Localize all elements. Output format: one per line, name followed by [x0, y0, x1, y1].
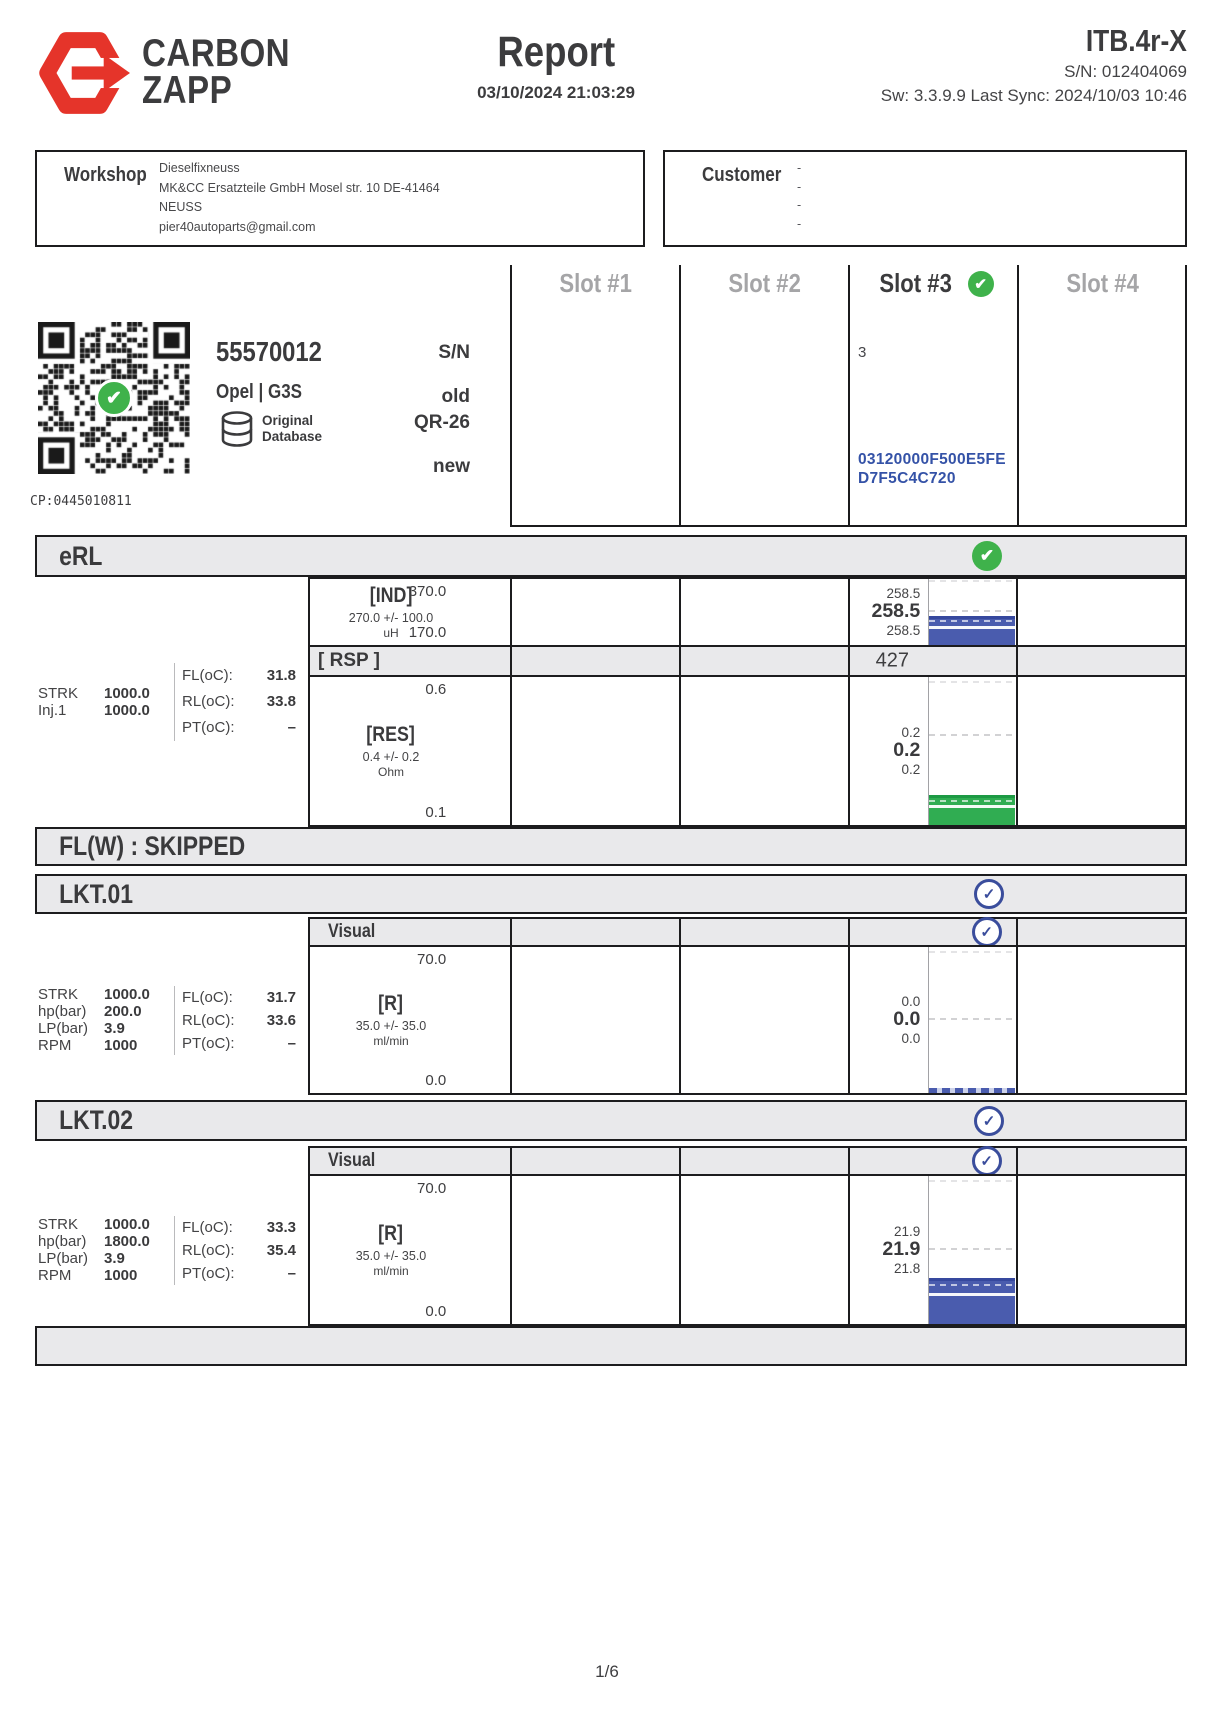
test-spec-cell	[310, 677, 512, 825]
slot3-header: Slot #3 ✔	[849, 268, 1018, 299]
slot4-cell	[1018, 677, 1185, 825]
qr-valid-check-icon: ✔	[95, 379, 133, 417]
visual-label: Visual	[328, 1150, 376, 1171]
test-spec-cell	[310, 579, 512, 645]
measured-values: 21.9 21.9 21.8	[882, 1223, 921, 1276]
lkt01-visual-row	[308, 917, 1187, 947]
workshop-box	[35, 150, 645, 247]
customer-box	[663, 150, 1187, 247]
test-unit: Ohm	[377, 765, 404, 779]
slot2-header: Slot #2	[728, 268, 801, 298]
field-label-sn: S/N	[438, 342, 470, 363]
slot1-cell	[512, 1148, 681, 1174]
page-number: 1/6	[595, 1662, 619, 1681]
customer-line: -	[797, 216, 802, 231]
test-nominal: 35.0 +/- 35.0	[355, 1249, 427, 1263]
test-nominal: 0.4 +/- 0.2	[362, 750, 420, 764]
erl-pass-check-icon: ✔	[972, 541, 1002, 571]
database-label: Original Database	[262, 413, 323, 444]
slot4-cell	[1018, 1148, 1185, 1174]
slot3-cell	[850, 677, 1019, 825]
customer-label: Customer	[702, 164, 782, 186]
test-spec-cell	[310, 947, 512, 1093]
customer-line: -	[797, 198, 802, 212]
test-name: [R]	[378, 992, 404, 1015]
section-erl-header	[35, 535, 1187, 577]
workshop-email: pier40autoparts@gmail.com	[159, 219, 316, 234]
slot3-cell	[850, 1148, 1019, 1174]
section-title: LKT.01	[59, 878, 134, 909]
test-name: [IND]	[369, 584, 413, 607]
injector-part-number: 55570012	[216, 336, 322, 367]
section-flw-header	[35, 827, 1187, 866]
slot2-cell	[681, 947, 850, 1093]
test-unit: uH	[383, 626, 399, 640]
slot4-cell	[1018, 1176, 1185, 1324]
slot1-cell	[512, 677, 681, 825]
customer-line: -	[797, 179, 802, 194]
brand-wordmark	[142, 32, 291, 112]
section-title: FL(W) : SKIPPED	[59, 831, 246, 861]
slot-divider	[510, 265, 512, 527]
section-lkt02-header	[35, 1100, 1187, 1141]
slot3-cell	[850, 919, 1019, 945]
slot2-cell	[681, 677, 850, 825]
limit-high: 370.0	[408, 583, 447, 600]
slot1-cell	[512, 579, 681, 645]
slot4-cell	[1018, 947, 1185, 1093]
limit-high: 0.6	[425, 681, 447, 698]
slot-divider	[1185, 265, 1187, 527]
test-nominal: 35.0 +/- 35.0	[355, 1019, 427, 1033]
device-model: ITB.4r-X	[1085, 23, 1187, 58]
slot3-cell	[850, 947, 1019, 1093]
lkt02-test-conditions: STRK 1000.0 hp(bar) 1800.0 LP(bar) 3.9 RPM 1000 FL(oC): 33.3 RL(oC): 35.4 PT(oC): –	[35, 1176, 308, 1324]
erl-test-conditions: STRK 1000.0 Inj.1 1000.0 FL(oC): 31.8 RL(oC): 33.8 PT(oC): –	[35, 579, 308, 825]
cp-code: CP:0445010811	[30, 494, 132, 509]
measurement-gauge	[928, 947, 1015, 1093]
slot3-injector-count: 3	[858, 344, 867, 361]
slot4-cell	[1018, 647, 1185, 675]
report-title: Report	[497, 28, 615, 76]
slot1-cell	[512, 919, 681, 945]
erl-rsp-row	[308, 645, 1187, 677]
limit-low: 0.0	[425, 1072, 447, 1089]
test-name: [R]	[378, 1222, 404, 1245]
visual-pass-check-icon: ✓	[972, 1146, 1002, 1176]
measurement-gauge	[928, 579, 1015, 645]
test-unit: ml/min	[373, 1264, 409, 1278]
section-title: LKT.02	[59, 1105, 134, 1135]
lkt01-r-row	[308, 945, 1187, 1095]
lkt02-pass-check-icon: ✓	[974, 1106, 1004, 1136]
measured-values: 258.5 258.5 258.5	[871, 585, 921, 638]
slot1-cell	[512, 947, 681, 1093]
qr-code-block	[38, 322, 190, 474]
slot-divider	[848, 265, 850, 527]
slot3-injector-code: 03120000F500E5FE D7F5C4C720	[858, 451, 1006, 487]
test-name: [ RSP ]	[318, 650, 380, 671]
field-label-new: new	[433, 456, 470, 477]
section-title: eRL	[59, 540, 103, 571]
slot-table-bottom-border	[510, 525, 1187, 527]
measurement-gauge	[928, 1176, 1015, 1324]
section-end-bar	[35, 1326, 1187, 1366]
slot2-cell	[681, 647, 850, 675]
slot2-cell	[681, 1148, 850, 1174]
slot3-cell	[850, 1176, 1019, 1324]
slot1-cell	[512, 647, 681, 675]
limit-low: 170.0	[408, 624, 447, 641]
slot1-cell	[512, 1176, 681, 1324]
database-icon	[219, 410, 255, 450]
limit-low: 0.1	[425, 804, 447, 821]
test-spec-cell	[310, 1176, 512, 1324]
limit-high: 70.0	[417, 951, 447, 968]
measured-values: 0.0 0.0 0.0	[893, 993, 921, 1046]
slot-divider	[679, 265, 681, 527]
device-sync-info: Sw: 3.3.9.9 Last Sync: 2024/10/03 10:46	[880, 86, 1187, 106]
carbon-zapp-logo-icon	[36, 26, 130, 120]
brand-line2: ZAPP	[142, 68, 233, 112]
workshop-name: Dieselfixneuss	[159, 161, 240, 175]
section-lkt01-header	[35, 874, 1187, 914]
measured-values: 0.2 0.2 0.2	[893, 724, 921, 777]
limit-low: 0.0	[425, 1303, 447, 1320]
test-nominal: 270.0 +/- 100.0	[348, 611, 434, 625]
test-spec-cell	[310, 647, 512, 675]
slot2-cell	[681, 579, 850, 645]
field-label-qr26: QR-26	[414, 412, 470, 433]
slot2-cell	[681, 919, 850, 945]
brand-line1: CARBON	[142, 32, 291, 75]
slot1-header: Slot #1	[559, 268, 632, 298]
slot2-cell	[681, 1176, 850, 1324]
limit-high: 70.0	[417, 1180, 447, 1197]
test-name: [RES]	[366, 723, 416, 746]
lkt02-r-row	[308, 1174, 1187, 1326]
workshop-city: NEUSS	[159, 200, 203, 214]
slot-divider	[1017, 265, 1019, 527]
lkt02-visual-row	[308, 1146, 1187, 1176]
erl-ind-row	[308, 577, 1187, 647]
workshop-address: MK&CC Ersatzteile GmbH Mosel str. 10 DE-41464	[159, 180, 440, 195]
visual-pass-check-icon: ✓	[972, 917, 1002, 947]
slot3-cell	[850, 647, 1019, 675]
workshop-label: Workshop	[64, 164, 147, 186]
lkt01-pass-check-icon: ✓	[974, 879, 1004, 909]
measurement-gauge	[928, 677, 1015, 825]
test-unit: ml/min	[373, 1034, 409, 1048]
slot4-cell	[1018, 579, 1185, 645]
customer-line: -	[797, 161, 802, 175]
lkt01-test-conditions: STRK 1000.0 hp(bar) 200.0 LP(bar) 3.9 RPM 1000 FL(oC): 31.7 RL(oC): 33.6 PT(oC): –	[35, 947, 308, 1093]
test-spec-cell	[310, 919, 512, 945]
field-label-old: old	[441, 386, 470, 407]
slot4-cell	[1018, 919, 1185, 945]
report-datetime: 03/10/2024 21:03:29	[477, 83, 635, 103]
erl-res-row	[308, 675, 1187, 827]
device-serial: S/N: 012404069	[1064, 62, 1187, 82]
visual-label: Visual	[328, 921, 376, 942]
slot3-pass-check-icon: ✔	[968, 271, 994, 297]
slot4-header: Slot #4	[1066, 268, 1139, 298]
rsp-value: 427	[875, 649, 909, 672]
slot3-cell	[850, 579, 1019, 645]
injector-brand-model: Opel | G3S	[216, 381, 303, 403]
test-spec-cell	[310, 1148, 512, 1174]
